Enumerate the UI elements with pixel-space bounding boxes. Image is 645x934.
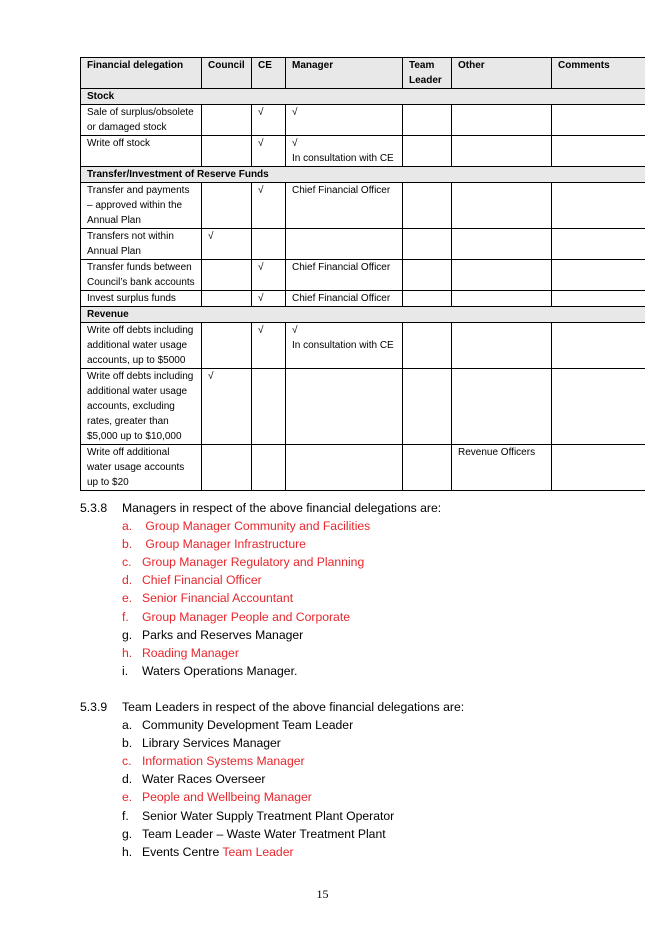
cell-ce <box>252 229 286 260</box>
section-heading: Team Leaders in respect of the above financial delegations are: <box>122 700 465 714</box>
cell-team-leader <box>403 260 452 291</box>
table-row <box>81 291 645 307</box>
cell-delegation: Write off additional water usage accounts up to $20 <box>81 445 202 491</box>
list-item-letter: c. <box>122 555 132 570</box>
cell-ce: √ <box>252 105 286 136</box>
list-item-letter: b. <box>122 736 133 751</box>
list-item-letter: d. <box>122 573 133 588</box>
cell-other <box>452 369 552 445</box>
section-title: Revenue <box>81 307 645 323</box>
cell-ce: √ <box>252 291 286 307</box>
section-row <box>81 307 645 323</box>
header-ce: CE <box>252 58 286 89</box>
team-leaders-list <box>80 716 640 861</box>
cell-ce: √ <box>252 183 286 229</box>
cell-delegation: Write off debts including additional water usage accounts, excluding rates, greater than $5,000 up to $10,000 <box>81 369 202 445</box>
cell-manager: Chief Financial Officer <box>286 260 403 291</box>
list-item-letter: h. <box>122 844 133 859</box>
list-item-letter: a. <box>122 718 133 733</box>
cell-other <box>452 229 552 260</box>
cell-comments <box>552 369 645 445</box>
cell-manager: √ <box>286 105 403 136</box>
managers-section <box>80 499 640 680</box>
cell-delegation: Invest surplus funds <box>81 291 202 307</box>
list-item-letter: d. <box>122 772 133 787</box>
header-financial-delegation: Financial delegation <box>81 58 202 89</box>
cell-council: √ <box>202 369 252 445</box>
cell-other <box>452 260 552 291</box>
cell-manager: √ In consultation with CE <box>286 323 403 369</box>
cell-council <box>202 260 252 291</box>
cell-council <box>202 291 252 307</box>
cell-other <box>452 136 552 167</box>
list-item <box>80 825 640 843</box>
list-item <box>80 662 640 680</box>
list-item <box>80 589 640 607</box>
list-item <box>80 752 640 770</box>
cell-delegation: Transfers not within Annual Plan <box>81 229 202 260</box>
list-item-text: Group Manager Infrastructure <box>142 537 306 552</box>
list-item-text: Senior Financial Accountant <box>142 591 294 606</box>
list-item-text: Senior Water Supply Treatment Plant Operator <box>142 808 395 823</box>
list-item-letter: f. <box>122 609 129 624</box>
header-team-leader: Team Leader <box>403 58 452 89</box>
table-row <box>81 183 645 229</box>
header-other: Other <box>452 58 552 89</box>
list-item-text: Group Manager People and Corporate <box>142 609 350 624</box>
list-item <box>80 788 640 806</box>
list-item-text: Library Services Manager <box>142 736 281 751</box>
section-title: Stock <box>81 89 645 105</box>
list-item-letter: h. <box>122 645 133 660</box>
team-leaders-section <box>80 698 640 861</box>
cell-other <box>452 183 552 229</box>
list-item-letter: c. <box>122 754 132 769</box>
list-item <box>80 517 640 535</box>
cell-ce: √ <box>252 323 286 369</box>
cell-council <box>202 136 252 167</box>
list-item <box>80 571 640 589</box>
cell-ce <box>252 445 286 491</box>
cell-ce <box>252 369 286 445</box>
cell-ce: √ <box>252 260 286 291</box>
cell-council: √ <box>202 229 252 260</box>
cell-comments <box>552 105 645 136</box>
list-item-letter: g. <box>122 627 133 642</box>
cell-ce: √ <box>252 136 286 167</box>
cell-comments <box>552 183 645 229</box>
list-item <box>80 734 640 752</box>
section-title: Transfer/Investment of Reserve Funds <box>81 167 645 183</box>
section-heading: Managers in respect of the above financial delegations are: <box>122 501 442 515</box>
section-row <box>81 167 645 183</box>
cell-delegation: Write off debts including additional water usage accounts, up to $5000 <box>81 323 202 369</box>
cell-manager: √ In consultation with CE <box>286 136 403 167</box>
table-row <box>81 229 645 260</box>
list-item-letter: e. <box>122 790 133 805</box>
list-item-text: Information Systems Manager <box>142 754 305 769</box>
list-item <box>80 626 640 644</box>
section-number: 5.3.8 <box>80 501 108 515</box>
list-item-text: Water Races Overseer <box>142 772 266 787</box>
cell-other <box>452 323 552 369</box>
list-item-text: Team Leader – Waste Water Treatment Plant <box>142 826 386 841</box>
list-item-text: Group Manager Community and Facilities <box>142 519 371 534</box>
cell-other <box>452 291 552 307</box>
cell-comments <box>552 291 645 307</box>
header-comments: Comments <box>552 58 645 89</box>
list-item-text: People and Wellbeing Manager <box>142 790 312 805</box>
list-item-text: Community Development Team Leader <box>142 718 354 733</box>
financial-delegations-table <box>80 57 645 491</box>
table-row <box>81 260 645 291</box>
cell-council <box>202 183 252 229</box>
list-item <box>80 770 640 788</box>
header-manager: Manager <box>286 58 403 89</box>
header-council: Council <box>202 58 252 89</box>
list-item-letter: a. <box>122 519 133 534</box>
table-row <box>81 369 645 445</box>
cell-manager: Chief Financial Officer <box>286 183 403 229</box>
managers-list <box>80 517 640 680</box>
cell-delegation: Transfer funds between Council’s bank accounts <box>81 260 202 291</box>
cell-comments <box>552 136 645 167</box>
section-number: 5.3.9 <box>80 700 108 714</box>
cell-manager <box>286 369 403 445</box>
cell-team-leader <box>403 229 452 260</box>
list-item <box>80 644 640 662</box>
cell-comments <box>552 260 645 291</box>
table-header-row <box>81 58 645 89</box>
cell-comments <box>552 229 645 260</box>
cell-other <box>452 105 552 136</box>
section-row <box>81 89 645 105</box>
cell-team-leader <box>403 445 452 491</box>
list-item-letter: i. <box>122 663 129 678</box>
cell-comments <box>552 323 645 369</box>
list-item-letter: g. <box>122 826 133 841</box>
list-item-text: Waters Operations Manager. <box>142 663 298 678</box>
list-item <box>80 553 640 571</box>
list-item-text: Group Manager Regulatory and Planning <box>142 555 365 570</box>
cell-council <box>202 105 252 136</box>
cell-comments <box>552 445 645 491</box>
list-item-letter: f. <box>122 808 129 823</box>
list-item <box>80 608 640 626</box>
cell-manager <box>286 229 403 260</box>
cell-other: Revenue Officers <box>452 445 552 491</box>
cell-team-leader <box>403 323 452 369</box>
list-item <box>80 807 640 825</box>
cell-team-leader <box>403 105 452 136</box>
cell-team-leader <box>403 291 452 307</box>
list-item <box>80 716 640 734</box>
table-row <box>81 323 645 369</box>
cell-council <box>202 445 252 491</box>
cell-team-leader <box>403 369 452 445</box>
cell-team-leader <box>403 136 452 167</box>
list-item <box>80 843 640 861</box>
list-item-text: Roading Manager <box>142 645 239 660</box>
cell-delegation: Sale of surplus/obsolete or damaged stock <box>81 105 202 136</box>
list-item-text: Parks and Reserves Manager <box>142 627 304 642</box>
cell-manager <box>286 445 403 491</box>
page-number: 15 <box>316 887 329 901</box>
table-row <box>81 445 645 491</box>
cell-delegation: Write off stock <box>81 136 202 167</box>
list-item <box>80 535 640 553</box>
cell-delegation: Transfer and payments – approved within the Annual Plan <box>81 183 202 229</box>
cell-council <box>202 323 252 369</box>
table-row <box>81 105 645 136</box>
list-item-letter: e. <box>122 591 133 606</box>
list-item-text: Chief Financial Officer <box>142 573 262 588</box>
table-row <box>81 136 645 167</box>
list-item-letter: b. <box>122 537 133 552</box>
list-item-text: Events Centre <box>142 844 223 859</box>
cell-manager: Chief Financial Officer <box>286 291 403 307</box>
cell-team-leader <box>403 183 452 229</box>
list-item-text-highlight: Team Leader <box>222 844 294 859</box>
